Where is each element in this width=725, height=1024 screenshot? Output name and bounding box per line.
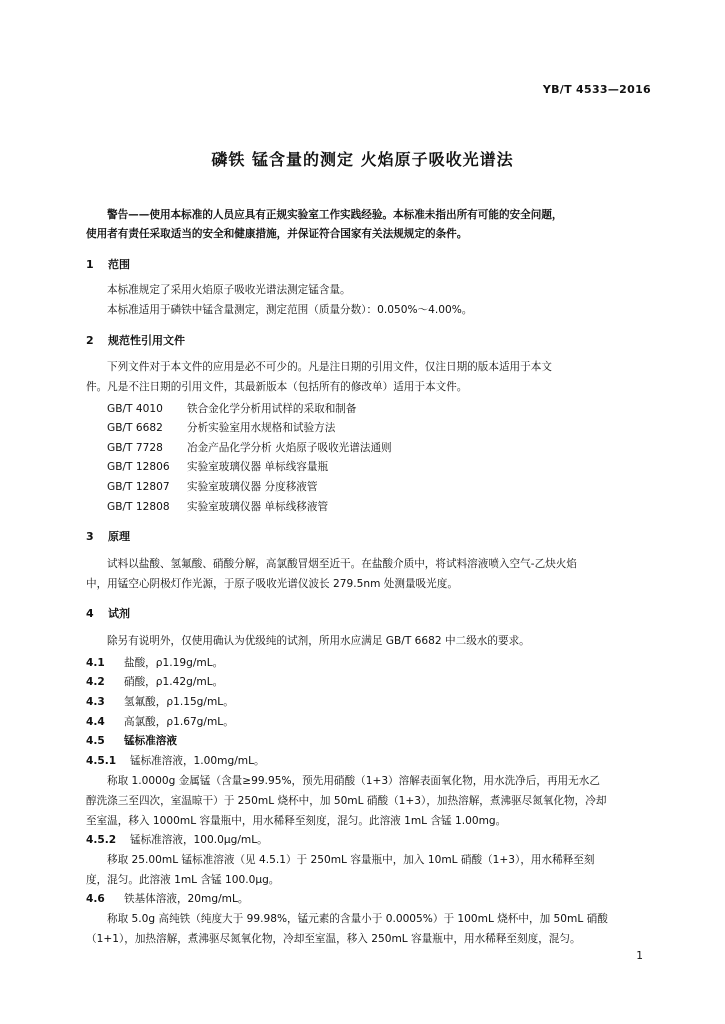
paragraph: 下列文件对于本文件的应用是必不可少的。凡是注日期的引用文件，仅注日期的版本适用于本文 [107,361,552,373]
section-4-heading [86,605,130,621]
reference-name: 分析实验室用水规格和试验方法 [187,422,336,434]
reagent-item [86,832,268,847]
reagent-item [86,891,248,906]
paragraph: 醇洗涤三至四次，室温晾干）于 250mL 烧杯中，加 50mL 硝酸（1+3），加热溶解，煮沸驱尽氮氧化物，冷却 [86,795,607,807]
reagent-item [86,733,177,748]
reference-item [107,479,318,494]
reference-code: GB/T 7728 [107,442,163,454]
section-number: 1 [86,258,94,271]
reference-name: 实验室玻璃仪器 单标线移液管 [187,501,329,513]
clause-text: 高氯酸，ρ1.67g/mL。 [124,716,234,728]
reference-code: GB/T 12807 [107,481,170,493]
paragraph: 移取 25.00mL 锰标准溶液（见 4.5.1）于 250mL 容量瓶中，加入 10mL 硝酸（1+3），用水稀释至刻 [107,854,595,866]
paragraph: 称取 5.0g 高纯铁（纯度大于 99.98%，锰元素的含量小于 0.0005%）于 100mL 烧杯中，加 50mL 硝酸 [107,913,608,925]
section-number: 4 [86,607,94,620]
section-1-heading [86,256,130,272]
paragraph: 度，混匀。此溶液 1mL 含锰 100.0μg。 [86,874,280,886]
paragraph: 至室温，移入 1000mL 容量瓶中，用水稀释至刻度，混匀。此溶液 1mL 含锰 1.00mg。 [86,815,507,827]
reference-item [107,459,328,474]
standard-code: YB/T 4533—2016 [542,83,651,96]
clause-text: 氢氟酸，ρ1.15g/mL。 [124,696,234,708]
section-number: 2 [86,334,94,347]
clause-number: 4.1 [86,657,105,669]
reference-code: GB/T 12808 [107,501,170,513]
clause-number: 4.6 [86,893,105,905]
section-number: 3 [86,530,94,543]
reference-name: 冶金产品化学分析 火焰原子吸收光谱法通则 [187,442,392,454]
clause-text: 盐酸，ρ1.19g/mL。 [124,657,224,669]
section-title: 规范性引用文件 [108,334,185,347]
reagent-item [86,694,234,709]
paragraph: 试料以盐酸、氢氟酸、硝酸分解，高氯酸冒烟至近干。在盐酸介质中，将试料溶液喷入空气-乙炔火焰 [107,558,577,570]
reference-code: GB/T 12806 [107,461,170,473]
paragraph: （1+1），加热溶解，煮沸驱尽氮氧化物，冷却至室温，移入 250mL 容量瓶中，用水稀释至刻度，混匀。 [86,933,581,945]
clause-text: 锰标准溶液，1.00mg/mL。 [130,755,265,767]
paragraph: 称取 1.0000g 金属锰（含量≥99.95%，预先用硝酸（1+3）溶解表面氧化物，用水洗净后，再用无水乙 [107,775,600,787]
section-3-heading [86,528,130,544]
clause-text: 铁基体溶液，20mg/mL。 [124,893,249,905]
clause-text: 硝酸，ρ1.42g/mL。 [124,676,224,688]
paragraph: 件。凡是不注日期的引用文件，其最新版本（包括所有的修改单）适用于本文件。 [86,381,468,393]
clause-number: 4.5.1 [86,755,117,767]
paragraph: 本标准适用于磷铁中锰含量测定，测定范围（质量分数）：0.050%～4.00%。 [107,304,473,316]
warning-line-1: 警告——使用本标准的人员应具有正规实验室工作实践经验。本标准未指出所有可能的安全问题， [107,209,563,221]
section-2-heading [86,332,185,348]
section-title: 试剂 [108,607,130,620]
reference-item [107,401,357,416]
reference-name: 铁合金化学分析用试样的采取和制备 [187,403,357,415]
clause-number: 4.4 [86,716,105,728]
clause-text: 锰标准溶液，100.0μg/mL。 [130,834,268,846]
clause-number: 4.3 [86,696,105,708]
reference-code: GB/T 6682 [107,422,163,434]
clause-number: 4.5 [86,735,105,747]
section-title: 原理 [108,530,130,543]
warning-line-2: 使用者有责任采取适当的安全和健康措施，并保证符合国家有关法规规定的条件。 [86,228,468,240]
section-title: 范围 [108,258,130,271]
paragraph: 中，用锰空心阴极灯作光源，于原子吸收光谱仪波长 279.5nm 处测量吸光度。 [86,578,458,590]
reference-name: 实验室玻璃仪器 单标线容量瓶 [187,461,329,473]
reference-name: 实验室玻璃仪器 分度移液管 [187,481,318,493]
clause-number: 4.5.2 [86,834,117,846]
clause-title: 锰标准溶液 [124,735,177,747]
page-number: 1 [636,950,643,962]
reagent-item [86,655,223,670]
reagent-item [86,674,223,689]
reference-code: GB/T 4010 [107,403,163,415]
reagent-item [86,714,234,729]
reference-item [107,420,335,435]
reference-item [107,499,328,514]
paragraph: 除另有说明外，仅使用确认为优级纯的试剂，所用水应满足 GB/T 6682 中二级水的要求。 [107,635,530,647]
reference-item [107,440,392,455]
reagent-item [86,753,265,768]
clause-number: 4.2 [86,676,105,688]
paragraph: 本标准规定了采用火焰原子吸收光谱法测定锰含量。 [107,284,351,296]
document-title: 磷铁 锰含量的测定 火焰原子吸收光谱法 [211,150,514,169]
